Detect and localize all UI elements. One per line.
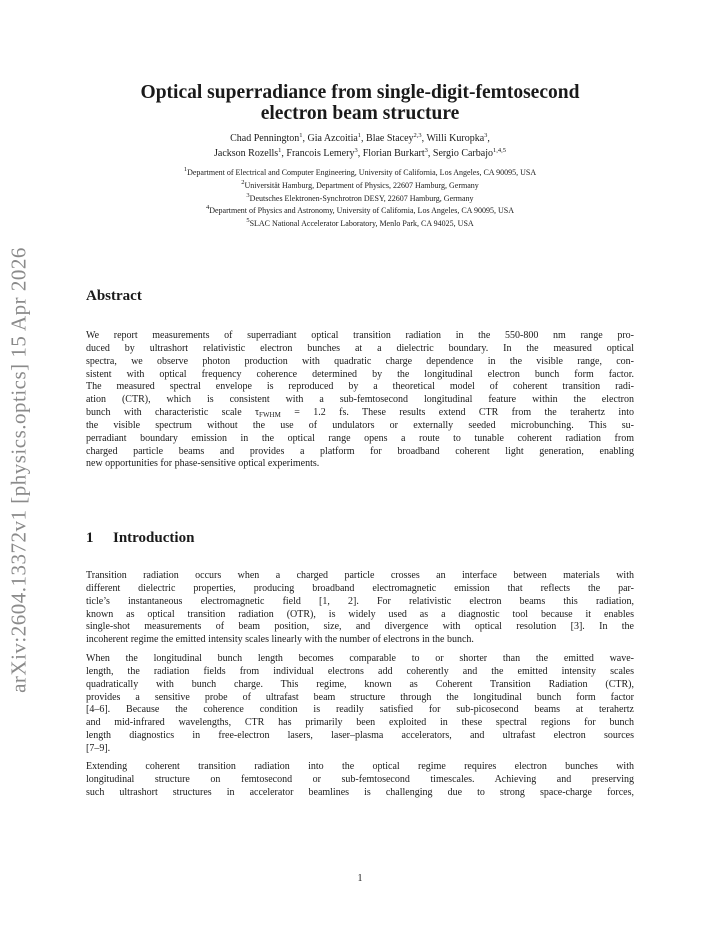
paragraph-line: and mid-infrared wavelengths, CTR has primarily been exploited in these spectral regions for bunch bbox=[86, 717, 634, 729]
abstract-line: spectra, we observe photon production with quadratic charge dependence in the visible range, con- bbox=[86, 355, 634, 367]
affiliation bbox=[90, 218, 630, 231]
paragraph-line: length, the radiation fields from individual electrons add coherently and the emitted intensity scales bbox=[86, 665, 634, 677]
paper-title bbox=[90, 82, 630, 124]
author-name: Jackson Rozells bbox=[214, 148, 279, 159]
affiliation-text: SLAC National Accelerator Laboratory, Menlo Park, CA 94025, USA bbox=[249, 219, 474, 229]
section-number: 1 bbox=[86, 530, 94, 546]
affiliation-marker: 1 bbox=[183, 166, 188, 173]
author-name: Sergio Carbajo bbox=[432, 148, 493, 159]
affiliation-list bbox=[90, 167, 630, 231]
intro-heading bbox=[86, 530, 194, 547]
author-separator: , bbox=[302, 133, 308, 144]
author-name: Blae Stacey bbox=[366, 133, 414, 144]
author-name: Chad Pennington bbox=[230, 133, 300, 144]
abstract-tau-rest: = 1.2 fs. These results extend CTR from the terahertz into bbox=[280, 407, 634, 419]
author-separator: , bbox=[487, 133, 490, 144]
intro-paragraph-3 bbox=[86, 761, 634, 800]
author-line-1 bbox=[90, 131, 630, 146]
page-number: 1 bbox=[357, 873, 363, 884]
affiliation-marker: 5 bbox=[246, 217, 250, 225]
affiliation bbox=[90, 167, 630, 180]
abstract-line: the visible spectrum without the use of undulators or externally seeded microbunching. This su- bbox=[86, 419, 634, 431]
arxiv-identifier-text: arXiv:2604.13372v1 [physics.optics] 15 Apr 2026 bbox=[6, 247, 31, 693]
author-separator: , bbox=[281, 148, 287, 159]
paragraph-line: such ultrashort structures in accelerator beamlines is challenging due to strong space-charge forces, bbox=[86, 786, 634, 798]
author-affiliation-marker: 1 bbox=[278, 147, 282, 154]
abstract-line: We report measurements of superradiant optical transition radiation in the 550-800 nm range pro- bbox=[86, 330, 634, 341]
abstract-line: The measured spectral envelope is reproduced by a theoretical model of coherent transition radi- bbox=[86, 381, 634, 393]
paragraph-line: different dielectric properties, producing broadband electromagnetic emission that reflects the par- bbox=[86, 582, 634, 594]
paragraph-line: [7–9]. bbox=[86, 742, 111, 754]
author-separator: , bbox=[357, 148, 363, 159]
author-affiliation-marker: 2,3 bbox=[413, 132, 422, 139]
author-separator: , bbox=[361, 133, 367, 144]
affiliation-marker: 2 bbox=[241, 178, 245, 186]
affiliation-text: Department of Electrical and Computer Engineering, University of California, Los Angeles, CA 90095, USA bbox=[187, 168, 537, 177]
section-title: Introduction bbox=[113, 530, 195, 546]
paragraph-line: single-shot measurements of beam position, size, and divergence with optical resolution [3]. In the bbox=[86, 621, 634, 633]
affiliation-marker: 4 bbox=[205, 204, 210, 212]
paragraph-line: longitudinal structure on femtosecond or sub-femtosecond timescales. Achieving and preserving bbox=[86, 773, 634, 785]
author-affiliation-marker: 3 bbox=[354, 147, 358, 154]
author-name: Florian Burkart bbox=[362, 148, 425, 159]
paragraph-line: length diagnostics in free-electron lasers, laser–plasma accelerators, and ultrafast electron sources bbox=[86, 730, 634, 742]
paragraph-line: quadratically with bunch charge. This regime, known as Coherent Transition Radiation (CTR), bbox=[86, 678, 634, 690]
intro-paragraph-1 bbox=[86, 570, 634, 647]
intro-paragraph-2 bbox=[86, 653, 634, 756]
author-name: Willi Kuropka bbox=[426, 133, 485, 144]
affiliation-text: Universität Hamburg, Department of Physics, 22607 Hamburg, Germany bbox=[244, 180, 479, 190]
abstract-line: duced by ultrashort relativistic electron bunches at a dielectric boundary. In the measured optical bbox=[86, 342, 634, 354]
author-line-2 bbox=[90, 146, 630, 161]
affiliation bbox=[90, 193, 630, 206]
paragraph-line: Transition radiation occurs when a charged particle crosses an interface between materials with bbox=[86, 570, 634, 581]
abstract-line: perradiant boundary emission in the optical range opens a route to tunable coherent radiation from bbox=[86, 432, 634, 444]
author-name: Francois Lemery bbox=[286, 148, 355, 159]
author-separator: , bbox=[427, 148, 433, 159]
author-list bbox=[90, 131, 630, 161]
paragraph-line: known as optical transition radiation (OTR), is widely used as a diagnostic tool because it enables bbox=[86, 608, 634, 620]
author-affiliation-marker: 1,4,5 bbox=[492, 147, 506, 154]
author-affiliation-marker: 1 bbox=[357, 132, 362, 139]
author-name: Gia Azcoitia bbox=[307, 133, 358, 144]
affiliation-marker: 3 bbox=[246, 191, 250, 199]
author-separator: , bbox=[421, 133, 427, 144]
abstract-line: sistent with optical frequency coherence determined by the longitudinal electron bunch form factor. bbox=[86, 368, 634, 380]
abstract-line: charged particle beams and provides a platform for broadband coherent light generation, enabling bbox=[86, 445, 634, 457]
paragraph-line: Extending coherent transition radiation into the optical regime requires electron bunches with bbox=[86, 761, 634, 772]
title-line-2: electron beam structure bbox=[260, 103, 460, 124]
author-affiliation-marker: 3 bbox=[424, 147, 428, 154]
affiliation bbox=[90, 205, 630, 218]
affiliation bbox=[90, 180, 630, 193]
tau-subscript: FWHM bbox=[259, 411, 281, 420]
abstract-line-tau bbox=[86, 407, 634, 420]
paragraph-line: incoherent regime the emitted intensity scales linearly with the number of electrons in the bunch. bbox=[86, 634, 474, 646]
author-affiliation-marker: 1 bbox=[299, 132, 303, 139]
author-affiliation-marker: 3 bbox=[484, 132, 488, 139]
abstract-body bbox=[86, 330, 634, 471]
title-line-1: Optical superradiance from single-digit-femtosecond bbox=[140, 82, 580, 103]
paragraph-line: provides a sensitive probe of ultrafast beam structure through the longitudinal bunch form factor bbox=[86, 691, 634, 703]
abstract-line: new opportunities for phase-sensitive optical experiments. bbox=[86, 458, 320, 470]
abstract-tau-prefix: bunch with characteristic scale τ bbox=[86, 407, 260, 419]
abstract-line: ation (CTR), which is consistent with a sub-femtosecond longitudinal feature within the electron bbox=[86, 394, 634, 406]
affiliation-text: Deutsches Elektronen-Synchrotron DESY, 22607 Hamburg, Germany bbox=[249, 193, 474, 203]
abstract-heading: Abstract bbox=[86, 288, 142, 304]
affiliation-text: Department of Physics and Astronomy, University of California, Los Angeles, CA 90095, USA bbox=[209, 206, 515, 216]
paragraph-line: [4–6]. Because the coherence condition is readily satisfied for sub-picosecond beams at terahertz bbox=[86, 704, 634, 716]
paragraph-line: When the longitudinal bunch length becomes comparable to or shorter than the emitted wave- bbox=[86, 653, 634, 664]
paragraph-line: ticle’s instantaneous electromagnetic field [1, 2]. For relativistic electron beams this radiation, bbox=[86, 595, 634, 607]
